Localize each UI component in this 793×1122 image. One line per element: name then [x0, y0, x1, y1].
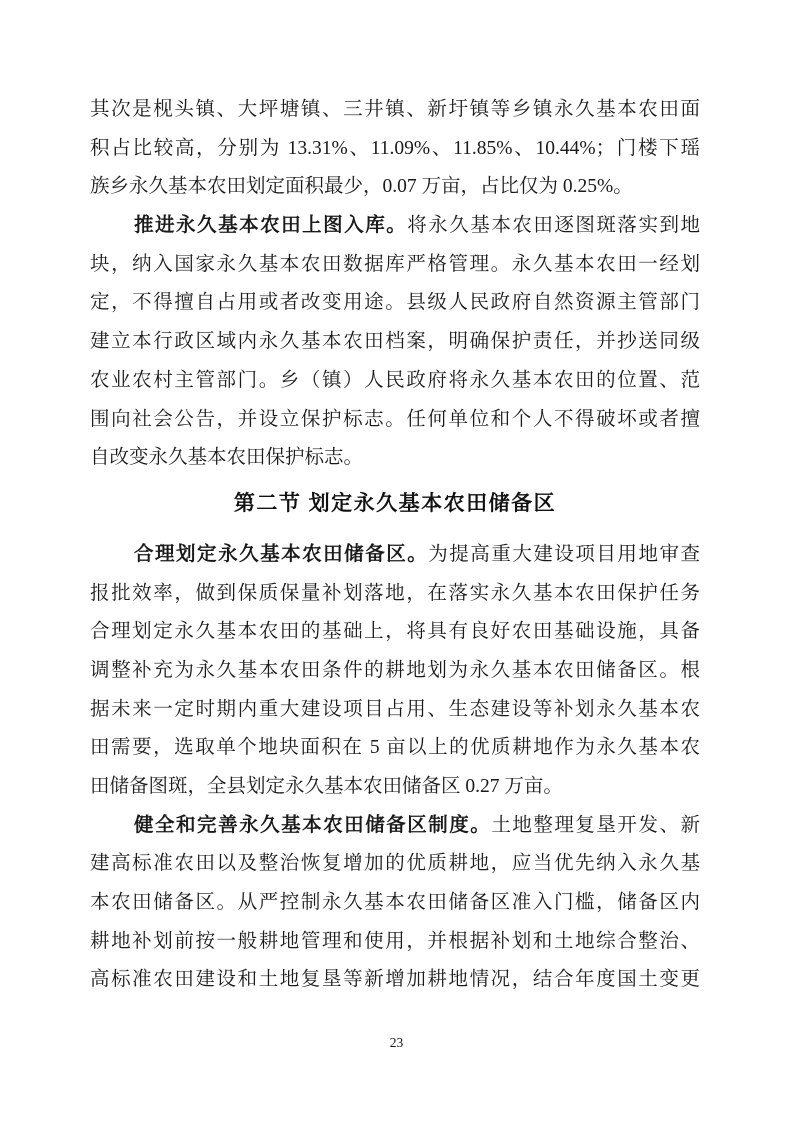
- paragraph-text: 报批效率，做到保质保量补划落地，在落实永久基本农田保护任务: [90, 582, 700, 604]
- paragraph-text: 为提高重大建设项目用地审查: [428, 543, 700, 565]
- paragraph-text: 建高标准农田以及整治恢复增加的优质耕地，应当优先纳入永久基: [90, 853, 700, 875]
- text-line: [90, 130, 700, 169]
- text-line: [90, 91, 700, 130]
- text-line: [90, 439, 700, 478]
- paragraph-text: 农业农村主管部门。乡（镇）人民政府将永久基本农田的位置、范: [90, 369, 700, 391]
- paragraph-text: 合理划定永久基本农田的基础上，将具有良好农田基础设施，具备: [90, 621, 700, 643]
- text-line: [90, 362, 700, 401]
- paragraph-text: 块，纳入国家永久基本农田数据库严格管理。永久基本农田一经划: [90, 253, 700, 275]
- paragraph-text: 田储备图斑，全县划定永久基本农田储备区 0.27 万亩。: [90, 776, 563, 797]
- paragraph-bold-lead: 健全和完善永久基本农田储备区制度。: [134, 814, 492, 836]
- paragraph-text: 自改变永久基本农田保护标志。: [90, 447, 364, 469]
- page-number: 23: [389, 1035, 404, 1050]
- text-line: [90, 575, 700, 614]
- text-line: [90, 401, 700, 440]
- text-line: [90, 923, 700, 962]
- paragraph-text: 建立本行政区域内永久基本农田档案，明确保护责任，并抄送同级: [90, 331, 700, 353]
- text-line: [90, 729, 700, 768]
- text-blocks-after-heading: [90, 536, 700, 1000]
- paragraph-text: 族乡永久基本农田划定面积最少，0.07 万亩，占比仅为 0.25%。: [90, 176, 633, 198]
- page-body: [90, 91, 700, 1000]
- text-line: [90, 807, 700, 846]
- paragraph-text: 其次是枧头镇、大坪塘镇、三井镇、新圩镇等乡镇永久基本农田面: [90, 99, 700, 120]
- paragraph-bold-lead: 合理划定永久基本农田储备区。: [134, 543, 429, 565]
- text-blocks-before-heading: [90, 91, 700, 478]
- text-line: [90, 768, 700, 807]
- paragraph-bold-lead: 推进永久基本农田上图入库。: [134, 215, 408, 237]
- text-line: [90, 613, 700, 652]
- text-line: [90, 884, 700, 923]
- paragraph-text: 调整补充为永久基本农田条件的耕地划为永久基本农田储备区。根: [90, 659, 700, 681]
- paragraph-text: 将永久基本农田逐图斑落实到地: [407, 215, 700, 237]
- paragraph-text: 本农田储备区。从严控制永久基本农田储备区准入门槛，储备区内: [90, 892, 700, 914]
- paragraph-text: 高标准农田建设和土地复垦等新增加耕地情况，结合年度国土变更: [90, 969, 700, 991]
- paragraph-text: 土地整理复垦开发、新: [491, 814, 700, 836]
- text-line: [90, 284, 700, 323]
- paragraph-text: 据未来一定时期内重大建设项目占用、生态建设等补划永久基本农: [90, 698, 700, 720]
- text-line: [90, 246, 700, 285]
- paragraph-text: 田需要，选取单个地块面积在 5 亩以上的优质耕地作为永久基本农: [90, 737, 700, 759]
- text-line: [90, 652, 700, 691]
- text-line: [90, 323, 700, 362]
- text-line: [90, 691, 700, 730]
- section-heading: 第二节 划定永久基本农田储备区: [233, 491, 557, 515]
- paragraph-text: 围向社会公告，并设立保护标志。任何单位和个人不得破坏或者擅: [90, 408, 700, 430]
- text-line: [90, 845, 700, 884]
- text-line: [90, 207, 700, 246]
- text-line: [90, 536, 700, 575]
- paragraph-text: 耕地补划前按一般耕地管理和使用，并根据补划和土地综合整治、: [90, 930, 700, 952]
- paragraph-text: 定，不得擅自占用或者改变用途。县级人民政府自然资源主管部门: [90, 292, 700, 314]
- text-line: [90, 961, 700, 1000]
- paragraph-text: 积占比较高，分别为 13.31%、11.09%、11.85%、10.44%；门楼下瑶: [90, 137, 700, 159]
- text-line: [90, 168, 700, 207]
